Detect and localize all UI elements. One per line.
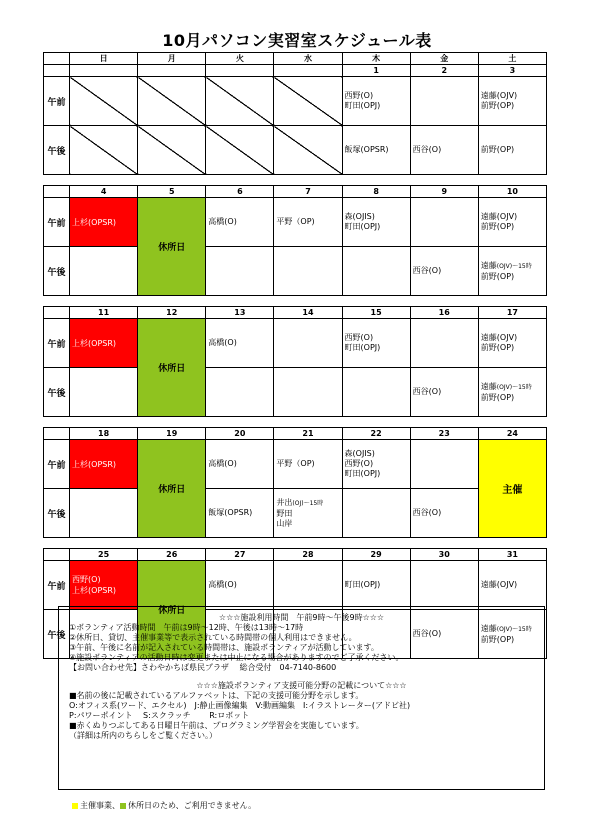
cell-line: 町田(OPJ) <box>344 101 381 110</box>
date-cell: 29 <box>342 549 410 561</box>
gap-cell <box>44 417 547 428</box>
closed-day-cell: 休所日 <box>138 561 206 659</box>
date-row <box>44 428 547 440</box>
schedule-cell <box>206 198 274 247</box>
date-cell: 1 <box>342 65 410 77</box>
date-row <box>44 549 547 561</box>
schedule-cell <box>206 247 274 296</box>
date-cell: 5 <box>138 186 206 198</box>
usage-note-line: ②休所日、貸切、主催事業等で表示されている時間帯の個人利用はできません。 <box>69 633 357 642</box>
schedule-cell <box>342 319 410 368</box>
support-note-line: ■名前の後に記載されているアルファベットは、下記の支援可能分野を示します。 <box>69 691 364 700</box>
cell-line: 町田(OPJ) <box>344 222 381 231</box>
schedule-cell <box>274 247 342 296</box>
cell-line: 西野(O) <box>344 459 374 468</box>
am-row <box>44 198 547 247</box>
date-cell: 18 <box>70 428 138 440</box>
date-cell <box>138 65 206 77</box>
empty-cell <box>206 126 274 175</box>
support-note-line: O:オフィス系(ワード、エクセル) J:静止画像編集 V:動画編集 I:イラストレーター(アドビ社) <box>69 701 411 710</box>
cell-line: 野田 <box>276 508 293 518</box>
cell-line: 高橋(O) <box>208 217 237 226</box>
date-cell: 7 <box>274 186 342 198</box>
schedule-cell <box>274 489 342 538</box>
date-cell: 10 <box>478 186 546 198</box>
cell-line: 前野(OP) <box>480 392 515 402</box>
day-header: 水 <box>274 53 342 65</box>
empty-cell <box>70 77 138 126</box>
cell-line: 上杉(OPSR) <box>72 217 117 227</box>
date-cell: 14 <box>274 307 342 319</box>
cell-line: 町田(OPJ) <box>344 469 381 478</box>
closed-day-cell: 休所日 <box>138 198 206 296</box>
cell-line: 遠藤(OJV) <box>480 212 518 221</box>
date-row <box>44 307 547 319</box>
date-cell: 22 <box>342 428 410 440</box>
cell-line: 飯塚(OPSR) <box>344 145 389 154</box>
cell-line: 西谷(O) <box>412 266 442 275</box>
cell-line: 西谷(O) <box>412 629 442 638</box>
date-cell: 15 <box>342 307 410 319</box>
am-label: 午前 <box>44 319 70 368</box>
legend-text-2: 休所日のため、ご利用できません。 <box>128 801 257 810</box>
cell-line: 前野(OP) <box>480 145 515 154</box>
cell-line: 上杉(OPSR) <box>72 586 117 595</box>
cell-line: 高橋(O) <box>208 459 237 468</box>
date-cell: 28 <box>274 549 342 561</box>
schedule-cell <box>70 368 138 417</box>
cell-line: 前野(OP) <box>480 222 515 231</box>
empty-cell <box>206 77 274 126</box>
schedule-cell <box>478 126 546 175</box>
cell-line: 西谷(O) <box>412 508 442 517</box>
closed-day-cell: 休所日 <box>138 319 206 417</box>
pm-row <box>44 489 547 538</box>
cell-name: 遠藤 <box>480 260 497 270</box>
date-row <box>44 65 547 77</box>
day-header: 木 <box>342 53 410 65</box>
notes-box <box>58 606 545 790</box>
date-cell: 9 <box>410 186 478 198</box>
pm-row <box>44 368 547 417</box>
cell-line: 平野（OP) <box>276 217 315 226</box>
date-cell: 3 <box>478 65 546 77</box>
am-label: 午前 <box>44 561 70 610</box>
schedule-cell <box>70 247 138 296</box>
pm-row <box>44 247 547 296</box>
usage-note-line: ③午前、午後に名前が記入されている時間帯は、施設ボランティアが活動しています。 <box>69 643 379 652</box>
schedule-cell <box>410 198 478 247</box>
pm-label: 午後 <box>44 247 70 296</box>
schedule-cell <box>478 247 546 296</box>
date-corner <box>44 549 70 561</box>
schedule-cell <box>342 561 410 610</box>
gap-cell <box>44 538 547 549</box>
schedule-cell <box>410 319 478 368</box>
cell-line <box>481 382 544 393</box>
page-title: 10月パソコン実習室スケジュール表 <box>162 31 432 50</box>
cell-line: 前野(OP) <box>480 343 515 352</box>
schedule-cell <box>206 368 274 417</box>
gap-cell <box>44 296 547 307</box>
cell-line: 飯塚(OPSR) <box>208 508 253 517</box>
date-cell: 26 <box>138 549 206 561</box>
date-cell: 24 <box>478 428 546 440</box>
programming-session-cell <box>70 440 138 489</box>
date-cell: 6 <box>206 186 274 198</box>
schedule-cell <box>206 319 274 368</box>
cell-line: 町田(OPJ) <box>344 343 381 352</box>
cell-line: 西谷(O) <box>412 145 442 154</box>
legend-text-1: 主催事業、 <box>80 801 120 810</box>
day-header: 月 <box>138 53 206 65</box>
date-row <box>44 186 547 198</box>
date-cell: 23 <box>410 428 478 440</box>
schedule-cell <box>274 368 342 417</box>
week-gap <box>44 417 547 428</box>
cell-line: 前野(OP) <box>480 101 515 110</box>
date-corner <box>44 65 70 77</box>
schedule-cell <box>206 440 274 489</box>
schedule-cell <box>342 247 410 296</box>
pm-label: 午後 <box>44 126 70 175</box>
week-gap <box>44 296 547 307</box>
schedule-cell <box>206 489 274 538</box>
empty-cell <box>70 126 138 175</box>
closed-day-cell: 休所日 <box>138 440 206 538</box>
cell-line: 遠藤(OJV) <box>480 91 518 100</box>
date-cell: 13 <box>206 307 274 319</box>
empty-cell <box>138 126 206 175</box>
date-cell: 25 <box>70 549 138 561</box>
schedule-cell <box>478 368 546 417</box>
schedule-cell <box>206 561 274 610</box>
date-corner <box>44 186 70 198</box>
date-cell: 8 <box>342 186 410 198</box>
yellow-square-icon <box>72 803 78 809</box>
corner-cell <box>44 53 70 65</box>
schedule-cell <box>410 440 478 489</box>
cell-line: 遠藤(OJV) <box>480 333 518 342</box>
schedule-cell <box>478 198 546 247</box>
date-cell: 19 <box>138 428 206 440</box>
cell-line: 森(OJIS) <box>344 449 375 458</box>
usage-note-line: 【お問い合わせ先】さわやかちば県民プラザ 総合受付 04-7140-8600 <box>69 663 337 672</box>
date-cell: 20 <box>206 428 274 440</box>
hours-heading: ☆☆☆施設利用時間 午前9時～午後9時☆☆☆ <box>218 613 385 622</box>
usage-note-line: ①ボランティア活動時間 午前は9時～12時、午後は13時～17時 <box>69 623 304 632</box>
schedule-cell <box>478 77 546 126</box>
schedule-cell <box>342 126 410 175</box>
empty-cell <box>138 77 206 126</box>
cell-line: 上杉(OPSR) <box>72 459 117 469</box>
cell-name: 遠藤 <box>480 381 497 391</box>
schedule-cell <box>342 440 410 489</box>
schedule-cell <box>342 77 410 126</box>
schedule-cell <box>410 77 478 126</box>
schedule-cell <box>274 319 342 368</box>
schedule-cell <box>410 368 478 417</box>
empty-cell <box>274 77 342 126</box>
pm-label: 午後 <box>44 489 70 538</box>
cell-name: 遠藤 <box>480 623 497 633</box>
cell-line: 森(OJIS) <box>344 212 375 221</box>
schedule-cell <box>410 489 478 538</box>
date-cell <box>70 65 138 77</box>
date-cell: 31 <box>478 549 546 561</box>
cell-time-note: (OJ)～15時 <box>292 499 324 507</box>
pm-row <box>44 126 547 175</box>
usage-note-line: ④施設ボランティアの活動日時は変更または中止になる場合がありますのでご了承ください。 <box>69 653 404 662</box>
gap-cell <box>44 175 547 186</box>
empty-cell <box>274 126 342 175</box>
schedule-cell <box>410 247 478 296</box>
cell-line: 遠藤(OJV) <box>480 580 518 589</box>
cell-name: 井出 <box>276 497 293 507</box>
cell-line: 西野(O) <box>344 91 374 100</box>
schedule-cell <box>70 489 138 538</box>
am-row <box>44 561 547 610</box>
schedule-cell <box>274 198 342 247</box>
programming-session-cell <box>70 561 138 610</box>
cell-line: 山岸 <box>276 518 293 528</box>
cell-line: 前野(OP) <box>480 634 515 644</box>
day-header-row <box>44 53 547 65</box>
am-row <box>44 440 547 489</box>
date-corner <box>44 428 70 440</box>
programming-session-cell <box>70 319 138 368</box>
schedule-cell <box>342 198 410 247</box>
schedule-cell <box>410 561 478 610</box>
am-label: 午前 <box>44 440 70 489</box>
cell-line: 前野(OP) <box>480 271 515 281</box>
programming-session-cell <box>70 198 138 247</box>
cell-line <box>481 261 544 272</box>
date-cell: 11 <box>70 307 138 319</box>
date-cell <box>206 65 274 77</box>
date-cell: 4 <box>70 186 138 198</box>
date-cell: 2 <box>410 65 478 77</box>
schedule-cell <box>342 368 410 417</box>
schedule-table <box>43 52 547 659</box>
cell-line: 高橋(O) <box>208 338 237 347</box>
schedule-cell <box>274 440 342 489</box>
schedule-cell <box>274 561 342 610</box>
schedule-cell <box>478 319 546 368</box>
date-cell: 30 <box>410 549 478 561</box>
week-gap <box>44 538 547 549</box>
support-heading: ☆☆☆施設ボランティア支援可能分野の記載について☆☆☆ <box>196 681 407 690</box>
date-corner <box>44 307 70 319</box>
am-label: 午前 <box>44 198 70 247</box>
day-header: 金 <box>410 53 478 65</box>
day-header: 日 <box>70 53 138 65</box>
schedule-cell <box>342 489 410 538</box>
cell-time-note: (OJV)～15時 <box>496 262 532 270</box>
cell-line: 西野(O) <box>72 575 101 584</box>
cell-line: 上杉(OPSR) <box>72 338 117 348</box>
cell-line: 西野(O) <box>344 333 374 342</box>
date-cell <box>274 65 342 77</box>
schedule-cell <box>478 561 546 610</box>
week-gap <box>44 175 547 186</box>
pm-label: 午後 <box>44 610 70 659</box>
date-cell: 21 <box>274 428 342 440</box>
hosted-event-cell: 主催 <box>478 440 546 538</box>
cell-time-note: (OJV)～15時 <box>496 383 532 391</box>
cell-line <box>276 498 339 509</box>
legend <box>72 800 256 811</box>
day-header: 火 <box>206 53 274 65</box>
am-row <box>44 319 547 368</box>
support-note-line: （詳細は所内のちらしをご覧ください。） <box>69 731 217 740</box>
cell-line: 平野（OP) <box>276 459 315 468</box>
pm-label: 午後 <box>44 368 70 417</box>
date-cell: 17 <box>478 307 546 319</box>
am-label: 午前 <box>44 77 70 126</box>
date-cell: 12 <box>138 307 206 319</box>
cell-line: 高橋(O) <box>208 580 237 589</box>
cell-line: 町田(OPJ) <box>344 580 381 589</box>
date-cell: 16 <box>410 307 478 319</box>
date-cell: 27 <box>206 549 274 561</box>
cell-line: 西谷(O) <box>412 387 442 396</box>
day-header: 土 <box>478 53 546 65</box>
green-square-icon <box>120 803 126 809</box>
cell-time-note: (OJV)～15時 <box>496 625 532 633</box>
am-row <box>44 77 547 126</box>
support-note-line: P:パワーポイント S:スクラッチ R:ロボット <box>69 711 250 720</box>
schedule-cell <box>410 126 478 175</box>
support-note-line: ■赤くぬりつぶしてある日曜日午前は、プログラミング学習会を実施しています。 <box>69 721 364 730</box>
